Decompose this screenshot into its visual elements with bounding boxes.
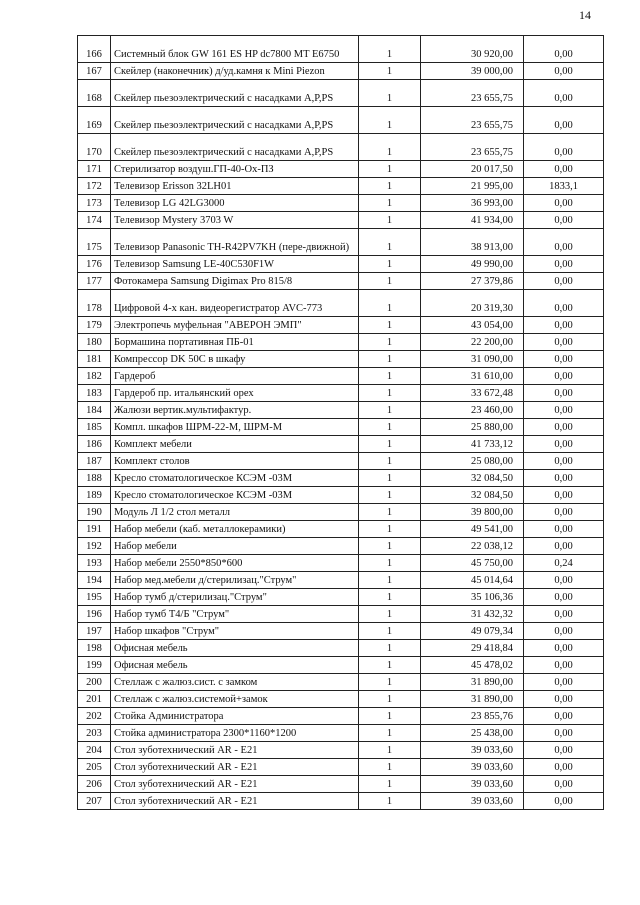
item-residual-value: 0,00 [524,402,604,419]
item-quantity: 1 [359,640,421,657]
table-row [78,419,604,436]
row-number: 190 [78,504,111,521]
row-number: 180 [78,334,111,351]
item-residual-value: 0,00 [524,606,604,623]
row-number: 205 [78,759,111,776]
item-name: Скейлер пьезоэлектрический с насадками A,P,PS [111,107,359,134]
item-quantity: 1 [359,589,421,606]
item-cost: 25 080,00 [421,453,524,470]
item-name: Гардероб [111,368,359,385]
item-name: Телевизор Panasonic TH-R42PV7KH (пере-движной) [111,229,359,256]
item-cost: 43 054,00 [421,317,524,334]
item-quantity: 1 [359,453,421,470]
item-residual-value: 1833,1 [524,178,604,195]
item-quantity: 1 [359,80,421,107]
row-number: 182 [78,368,111,385]
item-residual-value: 0,00 [524,623,604,640]
item-quantity: 1 [359,402,421,419]
item-quantity: 1 [359,419,421,436]
item-cost: 23 655,75 [421,134,524,161]
item-quantity: 1 [359,107,421,134]
item-name: Стеллаж с жалюз.сист. с замком [111,674,359,691]
row-number: 197 [78,623,111,640]
item-name: Бормашина портативная ПБ-01 [111,334,359,351]
item-residual-value: 0,00 [524,487,604,504]
row-number: 181 [78,351,111,368]
item-name: Телевизор LG 42LG3000 [111,195,359,212]
item-cost: 31 890,00 [421,674,524,691]
table-row [78,453,604,470]
item-cost: 23 655,75 [421,107,524,134]
table-row [78,134,604,161]
item-residual-value: 0,00 [524,273,604,290]
row-number: 186 [78,436,111,453]
item-name: Кресло стоматологическое КСЭМ -03М [111,487,359,504]
item-residual-value: 0,00 [524,453,604,470]
item-residual-value: 0,00 [524,195,604,212]
row-number: 169 [78,107,111,134]
row-number: 170 [78,134,111,161]
item-name: Набор мед.мебели д/стерилизац."Струм" [111,572,359,589]
item-quantity: 1 [359,538,421,555]
item-quantity: 1 [359,178,421,195]
row-number: 207 [78,793,111,810]
item-cost: 39 033,60 [421,776,524,793]
item-cost: 32 084,50 [421,487,524,504]
table-row [78,776,604,793]
table-row [78,436,604,453]
item-name: Телевизор Mystery 3703 W [111,212,359,229]
item-quantity: 1 [359,674,421,691]
item-quantity: 1 [359,334,421,351]
item-quantity: 1 [359,385,421,402]
item-residual-value: 0,00 [524,589,604,606]
item-quantity: 1 [359,436,421,453]
item-residual-value: 0,00 [524,742,604,759]
table-row [78,640,604,657]
row-number: 167 [78,63,111,80]
item-residual-value: 0,00 [524,640,604,657]
row-number: 177 [78,273,111,290]
item-quantity: 1 [359,195,421,212]
row-number: 200 [78,674,111,691]
table-row [78,107,604,134]
item-residual-value: 0,00 [524,80,604,107]
item-quantity: 1 [359,273,421,290]
table-row [78,334,604,351]
table-row [78,385,604,402]
item-name: Компрессор DK 50C в шкафу [111,351,359,368]
item-cost: 41 733,12 [421,436,524,453]
item-residual-value: 0,00 [524,290,604,317]
item-cost: 21 995,00 [421,178,524,195]
item-cost: 49 990,00 [421,256,524,273]
row-number: 175 [78,229,111,256]
item-name: Гардероб пр. итальянский орех [111,385,359,402]
table-row [78,708,604,725]
item-residual-value: 0,00 [524,368,604,385]
table-row [78,470,604,487]
item-name: Стол зуботехнический AR - E21 [111,793,359,810]
item-name: Скейлер (наконечник) д/уд.камня к Mini Piezon [111,63,359,80]
item-quantity: 1 [359,63,421,80]
item-quantity: 1 [359,229,421,256]
row-number: 171 [78,161,111,178]
row-number: 203 [78,725,111,742]
row-number: 174 [78,212,111,229]
item-quantity: 1 [359,487,421,504]
row-number: 185 [78,419,111,436]
item-name: Набор тумб д/стерилизац."Струм" [111,589,359,606]
item-quantity: 1 [359,161,421,178]
item-cost: 31 090,00 [421,351,524,368]
item-residual-value: 0,00 [524,317,604,334]
item-quantity: 1 [359,212,421,229]
item-quantity: 1 [359,708,421,725]
item-quantity: 1 [359,470,421,487]
table-row [78,36,604,63]
table-row [78,487,604,504]
item-residual-value: 0,00 [524,134,604,161]
item-residual-value: 0,00 [524,385,604,402]
table-row [78,195,604,212]
item-name: Стойка Администратора [111,708,359,725]
table-row [78,657,604,674]
item-cost: 25 438,00 [421,725,524,742]
row-number: 176 [78,256,111,273]
item-residual-value: 0,00 [524,793,604,810]
item-cost: 39 033,60 [421,793,524,810]
item-quantity: 1 [359,776,421,793]
item-name: Комплект мебели [111,436,359,453]
item-name: Набор шкафов "Струм" [111,623,359,640]
item-cost: 23 655,75 [421,80,524,107]
row-number: 188 [78,470,111,487]
item-name: Набор мебели (каб. металлокерамики) [111,521,359,538]
item-quantity: 1 [359,290,421,317]
row-number: 195 [78,589,111,606]
item-residual-value: 0,00 [524,36,604,63]
table-row [78,229,604,256]
item-quantity: 1 [359,606,421,623]
table-row [78,178,604,195]
item-residual-value: 0,00 [524,708,604,725]
item-name: Телевизор Samsung LE-40C530F1W [111,256,359,273]
item-cost: 27 379,86 [421,273,524,290]
table-row [78,538,604,555]
item-residual-value: 0,00 [524,657,604,674]
item-name: Стойка администратора 2300*1160*1200 [111,725,359,742]
item-cost: 23 855,76 [421,708,524,725]
item-cost: 20 017,50 [421,161,524,178]
item-residual-value: 0,00 [524,521,604,538]
item-quantity: 1 [359,725,421,742]
item-quantity: 1 [359,623,421,640]
item-cost: 49 079,34 [421,623,524,640]
table-row [78,504,604,521]
item-residual-value: 0,00 [524,538,604,555]
row-number: 184 [78,402,111,419]
item-quantity: 1 [359,256,421,273]
table-row [78,674,604,691]
item-name: Комплект столов [111,453,359,470]
item-cost: 33 672,48 [421,385,524,402]
item-name: Набор тумб Т4/Б "Струм" [111,606,359,623]
table-row [78,759,604,776]
item-name: Стол зуботехнический AR - E21 [111,759,359,776]
row-number: 202 [78,708,111,725]
row-number: 206 [78,776,111,793]
item-quantity: 1 [359,793,421,810]
item-quantity: 1 [359,742,421,759]
item-cost: 38 913,00 [421,229,524,256]
item-name: Системный блок GW 161 ES HP dc7800 MT E6750 [111,36,359,63]
item-quantity: 1 [359,555,421,572]
item-cost: 41 934,00 [421,212,524,229]
item-residual-value: 0,00 [524,572,604,589]
item-cost: 23 460,00 [421,402,524,419]
item-residual-value: 0,00 [524,256,604,273]
item-cost: 31 890,00 [421,691,524,708]
item-residual-value: 0,00 [524,107,604,134]
table-row [78,742,604,759]
item-quantity: 1 [359,572,421,589]
item-name: Офисная мебель [111,657,359,674]
item-cost: 31 432,32 [421,606,524,623]
item-residual-value: 0,00 [524,691,604,708]
table-row [78,725,604,742]
row-number: 194 [78,572,111,589]
item-name: Офисная мебель [111,640,359,657]
table-row [78,256,604,273]
table-row [78,402,604,419]
row-number: 191 [78,521,111,538]
item-cost: 31 610,00 [421,368,524,385]
item-residual-value: 0,00 [524,419,604,436]
item-name: Скейлер пьезоэлектрический с насадками A,P,PS [111,134,359,161]
item-cost: 39 033,60 [421,742,524,759]
table-row [78,521,604,538]
table-row [78,623,604,640]
item-cost: 35 106,36 [421,589,524,606]
table-row [78,572,604,589]
item-quantity: 1 [359,504,421,521]
table-row [78,212,604,229]
item-quantity: 1 [359,36,421,63]
row-number: 192 [78,538,111,555]
item-name: Компл. шкафов ШРМ-22-М, ШРМ-М [111,419,359,436]
item-residual-value: 0,00 [524,229,604,256]
item-quantity: 1 [359,691,421,708]
row-number: 172 [78,178,111,195]
item-name: Телевизор Erisson 32LH01 [111,178,359,195]
row-number: 189 [78,487,111,504]
item-cost: 39 000,00 [421,63,524,80]
item-residual-value: 0,00 [524,212,604,229]
table-row [78,290,604,317]
item-name: Жалюзи вертик.мультифактур. [111,402,359,419]
item-name: Стол зуботехнический AR - E21 [111,742,359,759]
table-row [78,351,604,368]
table-row [78,80,604,107]
item-residual-value: 0,00 [524,504,604,521]
item-residual-value: 0,24 [524,555,604,572]
item-quantity: 1 [359,759,421,776]
item-name: Кресло стоматологическое КСЭМ -03М [111,470,359,487]
row-number: 166 [78,36,111,63]
item-cost: 22 200,00 [421,334,524,351]
item-cost: 45 750,00 [421,555,524,572]
item-residual-value: 0,00 [524,63,604,80]
item-residual-value: 0,00 [524,161,604,178]
table-row [78,273,604,290]
row-number: 199 [78,657,111,674]
table-row [78,317,604,334]
item-cost: 25 880,00 [421,419,524,436]
item-name: Скейлер пьезоэлектрический с насадками A,P,PS [111,80,359,107]
table-row [78,161,604,178]
row-number: 201 [78,691,111,708]
item-quantity: 1 [359,657,421,674]
item-residual-value: 0,00 [524,725,604,742]
row-number: 193 [78,555,111,572]
item-residual-value: 0,00 [524,759,604,776]
item-residual-value: 0,00 [524,674,604,691]
item-name: Модуль Л 1/2 стол металл [111,504,359,521]
row-number: 168 [78,80,111,107]
item-cost: 20 319,30 [421,290,524,317]
item-cost: 22 038,12 [421,538,524,555]
item-quantity: 1 [359,134,421,161]
item-residual-value: 0,00 [524,334,604,351]
item-name: Набор мебели [111,538,359,555]
table-row [78,793,604,810]
row-number: 178 [78,290,111,317]
item-cost: 49 541,00 [421,521,524,538]
item-name: Стол зуботехнический AR - E21 [111,776,359,793]
item-residual-value: 0,00 [524,436,604,453]
item-name: Фотокамера Samsung Digimax Pro 815/8 [111,273,359,290]
table-row [78,63,604,80]
item-cost: 32 084,50 [421,470,524,487]
row-number: 198 [78,640,111,657]
row-number: 183 [78,385,111,402]
table-row [78,606,604,623]
table-row [78,555,604,572]
item-cost: 45 478,02 [421,657,524,674]
table-row [78,691,604,708]
item-cost: 29 418,84 [421,640,524,657]
row-number: 187 [78,453,111,470]
inventory-table [77,35,604,810]
item-cost: 39 800,00 [421,504,524,521]
item-quantity: 1 [359,317,421,334]
row-number: 196 [78,606,111,623]
item-cost: 36 993,00 [421,195,524,212]
page-number: 14 [579,8,591,22]
item-quantity: 1 [359,521,421,538]
item-residual-value: 0,00 [524,470,604,487]
item-name: Цифровой 4-х кан. видеорегистратор AVC-773 [111,290,359,317]
row-number: 204 [78,742,111,759]
item-cost: 39 033,60 [421,759,524,776]
item-name: Электропечь муфельная "АВЕРОН ЭМП" [111,317,359,334]
item-name: Стеллаж с жалюз.системой+замок [111,691,359,708]
row-number: 173 [78,195,111,212]
row-number: 179 [78,317,111,334]
item-name: Набор мебели 2550*850*600 [111,555,359,572]
item-residual-value: 0,00 [524,351,604,368]
item-quantity: 1 [359,368,421,385]
item-name: Стерилизатор воздуш.ГП-40-Ох-ПЗ [111,161,359,178]
table-row [78,368,604,385]
table-row [78,589,604,606]
item-cost: 30 920,00 [421,36,524,63]
item-residual-value: 0,00 [524,776,604,793]
item-quantity: 1 [359,351,421,368]
item-cost: 45 014,64 [421,572,524,589]
